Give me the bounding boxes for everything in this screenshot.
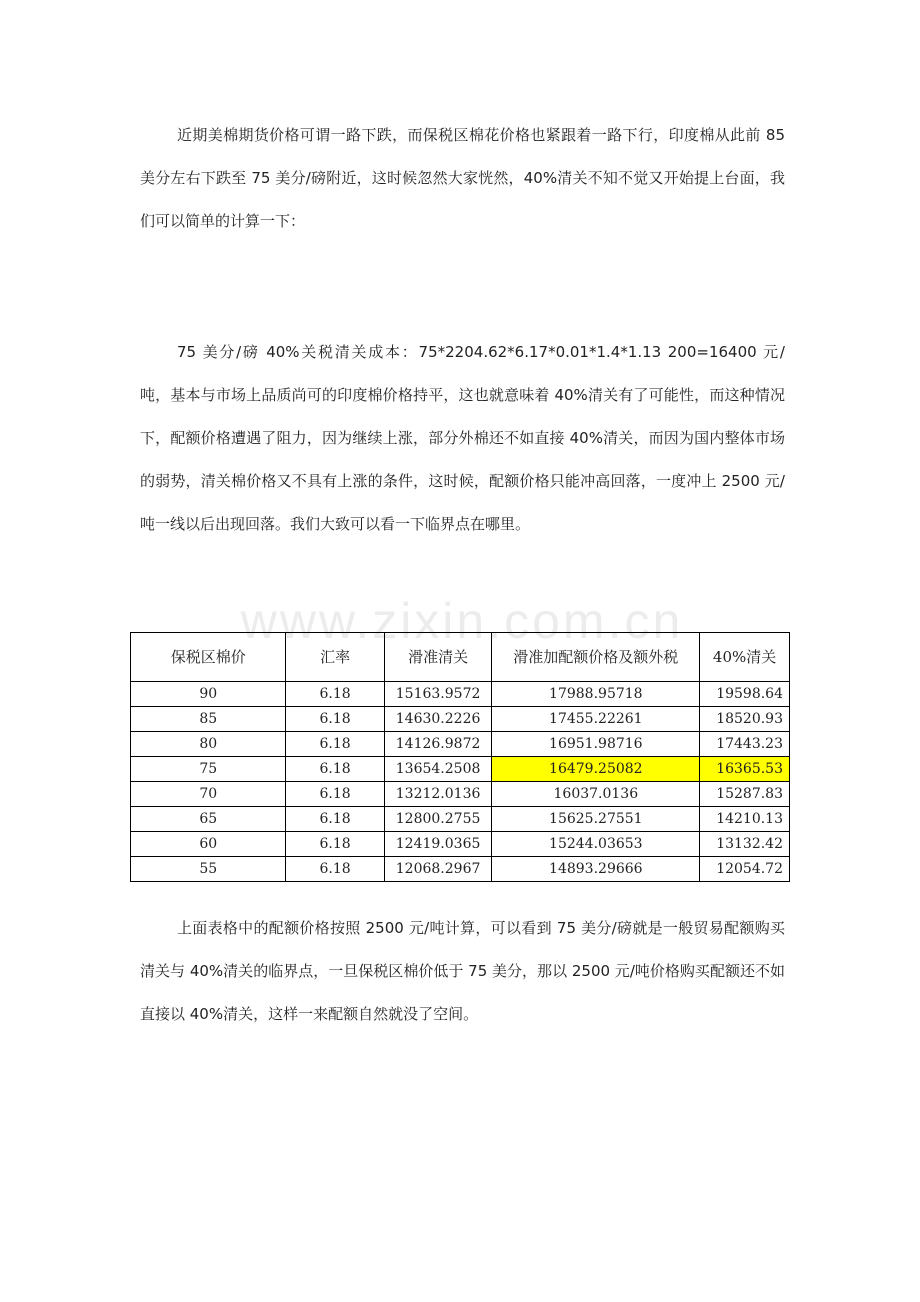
cell-bonded-price: 60 — [131, 832, 286, 857]
table-row — [131, 732, 790, 757]
table-header-row — [131, 633, 790, 682]
cell-bonded-price: 70 — [131, 782, 286, 807]
header-exchange-rate: 汇率 — [286, 633, 384, 682]
cell-40pct-clearance: 15287.83 — [700, 782, 790, 807]
cell-sliding-quota-tax: 16951.98716 — [492, 732, 700, 757]
cell-sliding-clearance: 12800.2755 — [384, 807, 492, 832]
cell-sliding-clearance: 13654.2508 — [384, 757, 492, 782]
cell-bonded-price: 55 — [131, 857, 286, 882]
header-bonded-price: 保税区棉价 — [131, 633, 286, 682]
cell-exchange-rate: 6.18 — [286, 857, 384, 882]
table-row — [131, 757, 790, 782]
cell-exchange-rate: 6.18 — [286, 807, 384, 832]
cell-sliding-quota-tax: 17455.22261 — [492, 707, 700, 732]
calculation-paragraph: 75 美分/磅 40%关税清关成本：75*2204.62*6.17*0.01*1.4*1.13 200=16400 元/吨，基本与市场上品质尚可的印度棉价格持平，这也就意味着 40%清关有了可能性，而这种情况下，配额价格遭遇了阻力，因为继续上涨，部分外棉还不如直接 40%清关，而因为国内整体市场的弱势，清关棉价格又不具有上涨的条件，这时候，配额价格只能冲高回落，一度冲上 2500 元/吨一线以后出现回落。我们大致可以看一下临界点在哪里。 — [140, 343, 785, 533]
cell-bonded-price: 90 — [131, 682, 286, 707]
price-comparison-table — [130, 632, 790, 882]
cell-sliding-clearance: 14630.2226 — [384, 707, 492, 732]
table-row — [131, 832, 790, 857]
cell-sliding-quota-tax: 16479.25082 — [492, 757, 700, 782]
cell-exchange-rate: 6.18 — [286, 682, 384, 707]
cell-40pct-clearance: 13132.42 — [700, 832, 790, 857]
cell-40pct-clearance: 14210.13 — [700, 807, 790, 832]
cell-sliding-clearance: 15163.9572 — [384, 682, 492, 707]
cell-sliding-quota-tax: 16037.0136 — [492, 782, 700, 807]
cell-40pct-clearance: 17443.23 — [700, 732, 790, 757]
table-row — [131, 857, 790, 882]
cell-bonded-price: 85 — [131, 707, 286, 732]
cell-sliding-clearance: 12419.0365 — [384, 832, 492, 857]
cell-40pct-clearance: 16365.53 — [700, 757, 790, 782]
cell-sliding-clearance: 12068.2967 — [384, 857, 492, 882]
cell-exchange-rate: 6.18 — [286, 732, 384, 757]
table-row — [131, 682, 790, 707]
cell-sliding-quota-tax: 17988.95718 — [492, 682, 700, 707]
cell-sliding-clearance: 13212.0136 — [384, 782, 492, 807]
watermark: www.zixin.com.cn — [240, 593, 684, 649]
cell-bonded-price: 65 — [131, 807, 286, 832]
header-sliding-clearance: 滑准清关 — [384, 633, 492, 682]
cell-40pct-clearance: 12054.72 — [700, 857, 790, 882]
table-row — [131, 807, 790, 832]
conclusion-paragraph: 上面表格中的配额价格按照 2500 元/吨计算，可以看到 75 美分/磅就是一般贸易配额购买清关与 40%清关的临界点，一旦保税区棉价低于 75 美分，那以 2500 元/吨价格购买配额还不如直接以 40%清关，这样一来配额自然就没了空间。 — [140, 919, 785, 1023]
cell-bonded-price: 75 — [131, 757, 286, 782]
cell-sliding-quota-tax: 14893.29666 — [492, 857, 700, 882]
cell-bonded-price: 80 — [131, 732, 286, 757]
header-40pct-clearance: 40%清关 — [700, 633, 790, 682]
cell-40pct-clearance: 19598.64 — [700, 682, 790, 707]
cell-sliding-quota-tax: 15244.03653 — [492, 832, 700, 857]
cell-exchange-rate: 6.18 — [286, 707, 384, 732]
table-row — [131, 707, 790, 732]
cell-exchange-rate: 6.18 — [286, 757, 384, 782]
intro-paragraph: 近期美棉期货价格可谓一路下跌，而保税区棉花价格也紧跟着一路下行，印度棉从此前 85 美分左右下跌至 75 美分/磅附近，这时候忽然大家恍然，40%清关不知不觉又开始提上台面，我们可以简单的计算一下： — [140, 126, 785, 230]
cell-sliding-clearance: 14126.9872 — [384, 732, 492, 757]
cell-exchange-rate: 6.18 — [286, 782, 384, 807]
table-row — [131, 782, 790, 807]
header-sliding-quota-tax: 滑准加配额价格及额外税 — [492, 633, 700, 682]
cell-40pct-clearance: 18520.93 — [700, 707, 790, 732]
cell-sliding-quota-tax: 15625.27551 — [492, 807, 700, 832]
cell-exchange-rate: 6.18 — [286, 832, 384, 857]
